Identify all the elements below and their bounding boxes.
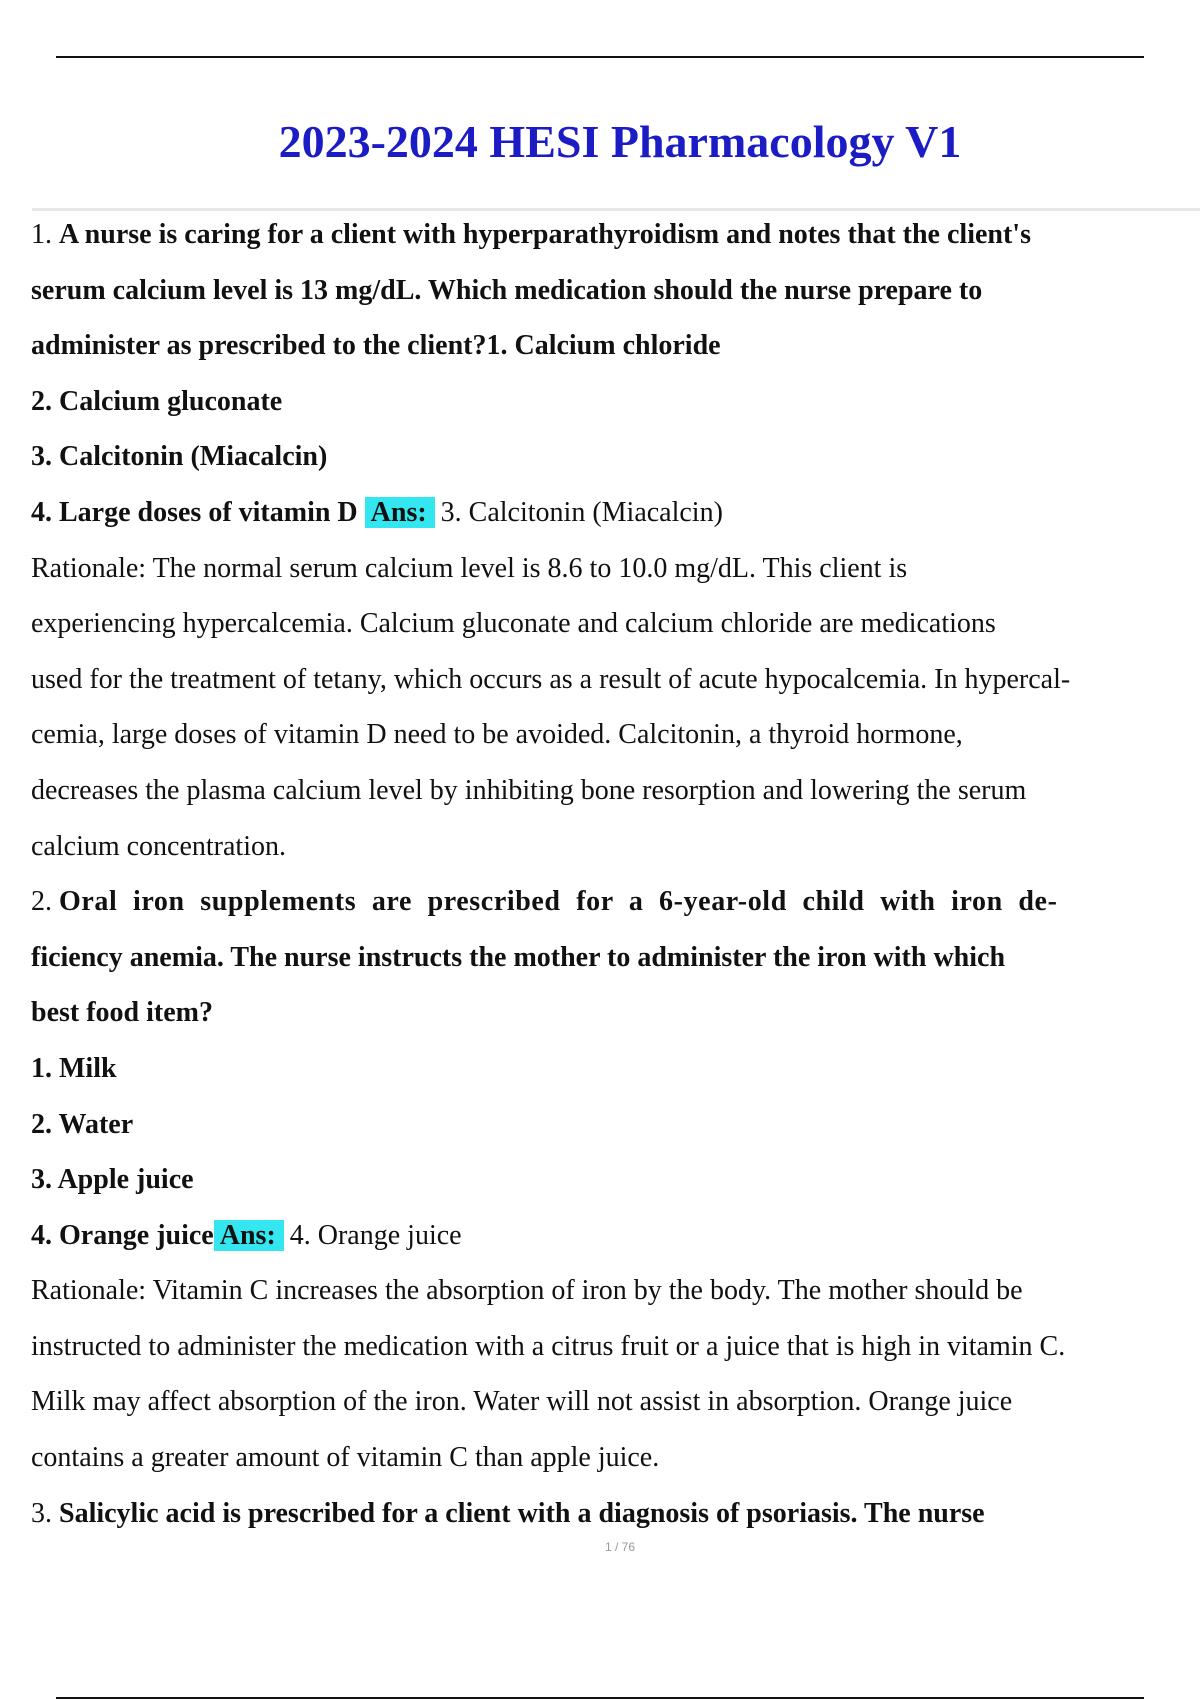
- rationale-line: Rationale: The normal serum calcium level is 8.6 to 10.0 mg/dL. This client is: [31, 552, 908, 584]
- question-1-option: 3. Calcitonin (Miacalcin): [31, 441, 328, 473]
- question-2-option: 4. Orange juice: [31, 1219, 214, 1251]
- question-1-option: 2. Calcium gluconate: [31, 385, 283, 417]
- question-1-stem-line: administer as prescribed to the client?1. Calcium chloride: [31, 330, 721, 362]
- rationale-line: calcium concentration.: [31, 830, 286, 862]
- rationale-line: Milk may affect absorption of the iron. Water will not assist in absorption. Orange juice: [31, 1386, 1013, 1418]
- rationale-line: cemia, large doses of vitamin D need to be avoided. Calcitonin, a thyroid hormone,: [31, 719, 963, 751]
- question-number: 2.: [31, 886, 52, 918]
- footer-rule: [56, 1697, 1144, 1699]
- answer-badge: Ans:: [214, 1220, 284, 1251]
- question-1-stem-line: serum calcium level is 13 mg/dL. Which medication should the nurse prepare to: [31, 274, 983, 306]
- question-2-option: 2. Water: [31, 1108, 134, 1140]
- answer-text: 4. Orange juice: [289, 1219, 462, 1251]
- question-text: A nurse is caring for a client with hyperparathyroidism and notes that the client's: [59, 219, 1031, 250]
- page-title: 2023-2024 HESI Pharmacology V1: [278, 116, 962, 167]
- question-1-stem-line: [31, 207, 1200, 263]
- document-body: [31, 207, 1200, 1541]
- question-2-stem-line: [31, 874, 1200, 930]
- question-text: Salicylic acid is prescribed for a client with a diagnosis of psoriasis. The nurse: [59, 1497, 985, 1529]
- rationale-line: instructed to administer the medication with a citrus fruit or a juice that is high in vitamin C.: [31, 1330, 1066, 1362]
- rationale-line: contains a greater amount of vitamin C than apple juice.: [31, 1442, 660, 1474]
- question-2-stem-line: best food item?: [31, 997, 213, 1029]
- question-2-option: 3. Apple juice: [31, 1164, 194, 1196]
- rationale-line: decreases the plasma calcium level by inhibiting bone resorption and lowering the serum: [31, 774, 1027, 806]
- answer-text: 3. Calcitonin (Miacalcin): [440, 496, 723, 528]
- question-number: 3.: [31, 1497, 52, 1529]
- question-2-option: 1. Milk: [31, 1052, 117, 1084]
- question-1-answer-line: [31, 485, 1200, 541]
- header-rule: [56, 56, 1144, 58]
- question-number: 1.: [31, 219, 52, 250]
- rationale-line: experiencing hypercalcemia. Calcium gluconate and calcium chloride are medications: [31, 608, 996, 640]
- rationale-line: Rationale: Vitamin C increases the absorption of iron by the body. The mother should be: [31, 1275, 1023, 1307]
- question-2-answer-line: [31, 1208, 1200, 1264]
- page-indicator: 1 / 76: [604, 1540, 636, 1554]
- rationale-line: used for the treatment of tetany, which occurs as a result of acute hypocalcemia. In hypercal-: [31, 663, 1071, 695]
- question-2-stem-line: ficiency anemia. The nurse instructs the mother to administer the iron with which: [31, 941, 1006, 973]
- question-text: Oral iron supplements are prescribed for a 6-year-old child with iron de-: [59, 886, 1058, 918]
- answer-badge: Ans:: [365, 497, 435, 528]
- question-3-stem-line: [31, 1486, 1200, 1542]
- question-1-option: 4. Large doses of vitamin D: [31, 496, 358, 528]
